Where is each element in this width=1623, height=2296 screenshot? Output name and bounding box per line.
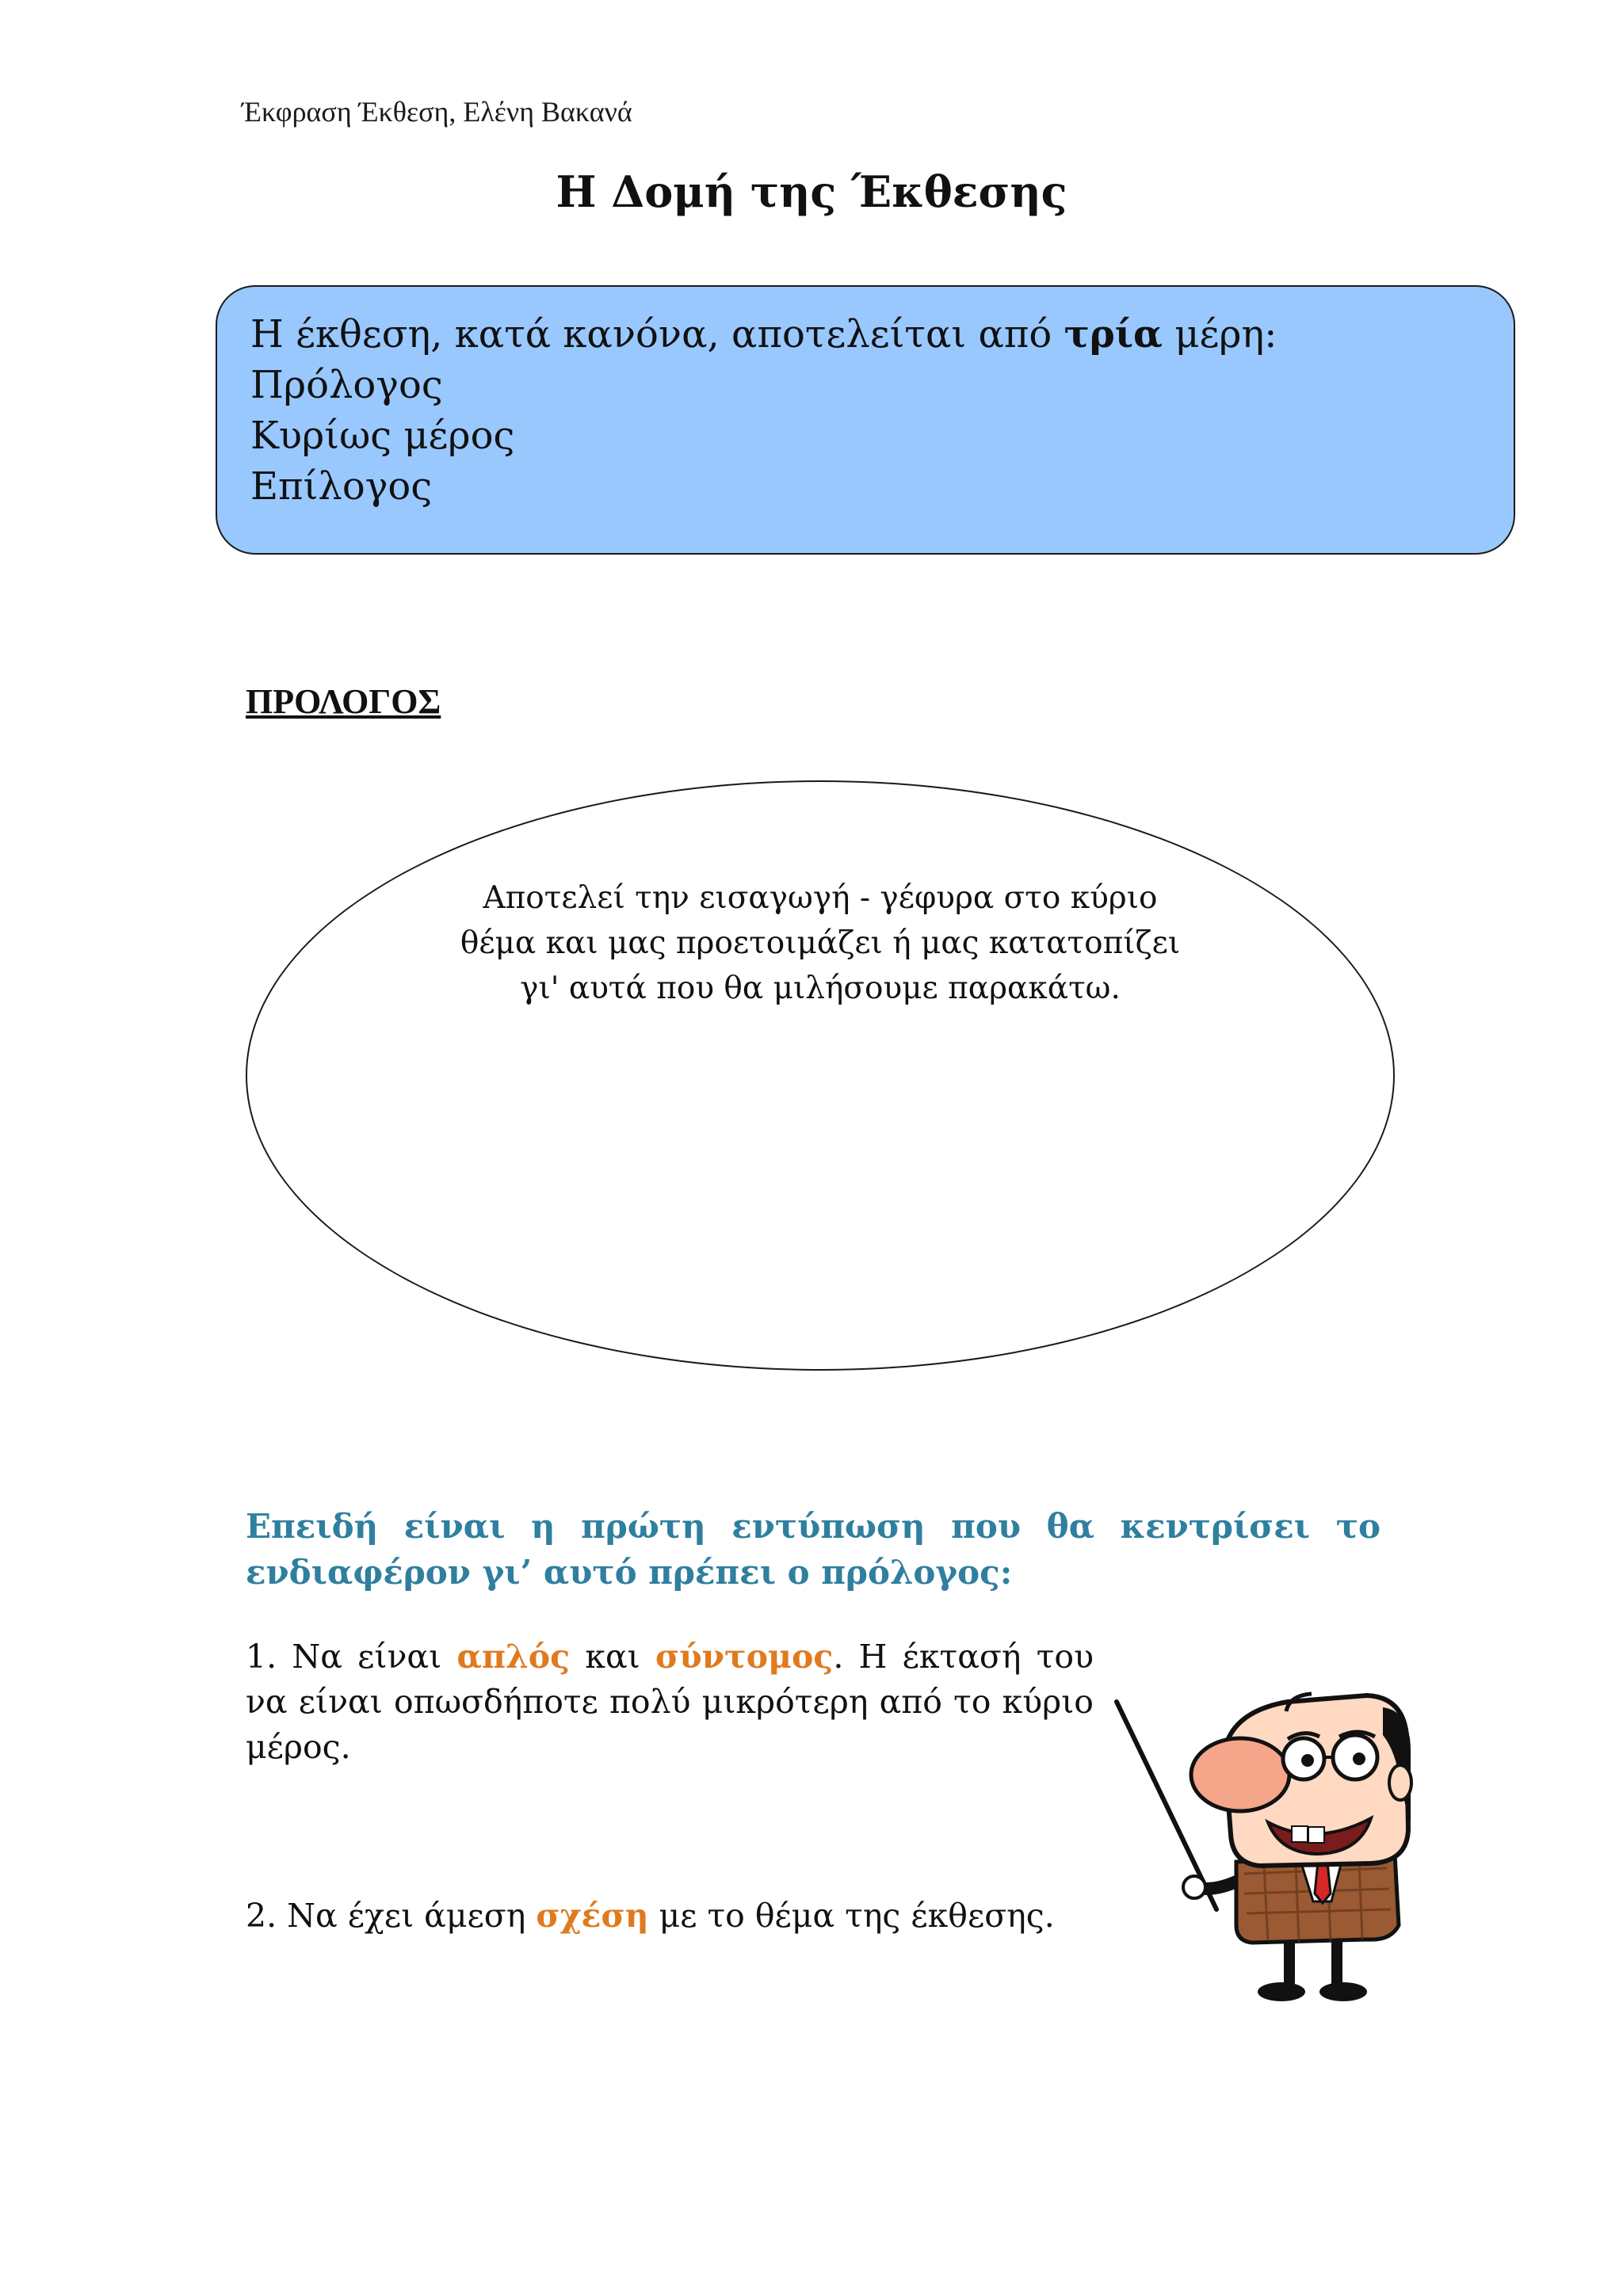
rule-item-2 <box>246 1894 1094 1939</box>
part-prologue: Πρόλογος <box>250 363 443 407</box>
parts-intro-text: Η έκθεση, κατά κανόνα, αποτελείται από <box>250 312 1064 357</box>
definition-text <box>396 875 1244 1011</box>
rule-2-highlight-relation: σχέση <box>536 1897 649 1935</box>
page-header: Έκφραση Έκθεση, Ελένη Βακανά <box>242 96 632 128</box>
part-main-body: Κυρίως μέρος <box>250 414 515 458</box>
rule-1-text-tail: . Η έκτασή του να είναι οπωσδήποτε πολύ μικρότερη από το κύριο μέρος. <box>246 1638 1094 1766</box>
section-heading-prologue: ΠΡΟΛΟΓΟΣ <box>246 682 441 721</box>
parts-intro <box>250 309 1480 360</box>
requirements-intro: Επειδή είναι η πρώτη εντύπωση που θα κεντρίσει το ενδιαφέρον γι’ αυτό πρέπει ο πρόλογος: <box>246 1507 1381 1592</box>
rule-1-highlight-simple: απλός <box>456 1638 571 1676</box>
definition-line: θέμα και μας προετοιμάζει ή μας κατατοπίζει <box>460 925 1181 961</box>
parts-intro-tail: μέρη: <box>1162 312 1277 357</box>
rule-2-text: 2. Να έχει άμεση <box>246 1897 537 1935</box>
teacher-with-pointer-icon <box>1106 1664 1486 2004</box>
part-epilogue: Επίλογος <box>250 464 433 509</box>
definition-line: γι' αυτά που θα μιλήσουμε παρακάτω. <box>520 971 1121 1006</box>
page-title: Η Δομή της Έκθεσης <box>556 166 1067 217</box>
rule-item-1 <box>246 1634 1094 1770</box>
essay-parts-box <box>216 285 1515 555</box>
rule-2-text-tail: με το θέμα της έκθεσης. <box>648 1897 1055 1935</box>
parts-intro-bold: τρία <box>1064 312 1163 357</box>
rule-1-text-and: και <box>570 1638 655 1676</box>
rule-1-highlight-brief: σύντομος <box>655 1638 834 1676</box>
definition-line: Αποτελεί την εισαγωγή - γέφυρα στο κύριο <box>483 880 1158 916</box>
definition-oval <box>246 780 1395 1371</box>
rule-1-text: 1. Να είναι <box>246 1638 457 1676</box>
